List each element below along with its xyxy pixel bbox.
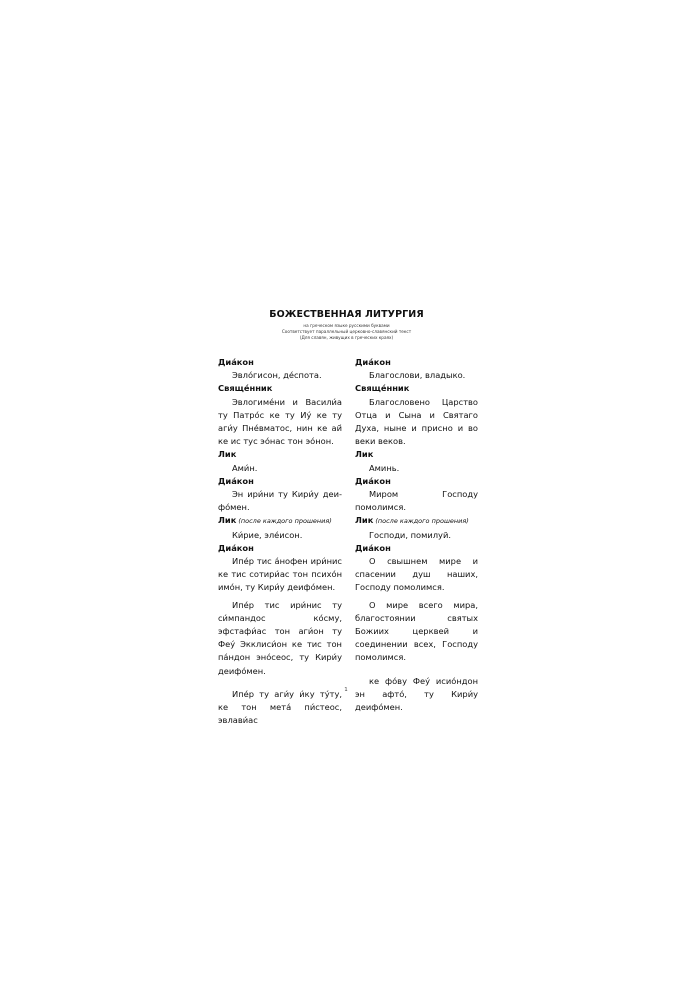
- left-text-4: Эн ири́ни ту Кири́у деи- фо́мен.: [218, 489, 342, 513]
- role-deacon: Диа́кон: [355, 542, 391, 553]
- role-deacon: Диа́кон: [218, 542, 254, 553]
- role-deacon: Диа́кон: [218, 357, 254, 367]
- left-text-6: Ипе́р тис а́нофен ири́нис ке тис сотири́ас тон психо́н имо́н, ту Кири́у деифо́мен.: [218, 556, 342, 593]
- left-block-3: [218, 448, 342, 474]
- role-deacon: Диа́кон: [355, 357, 391, 367]
- subtitle-line-3: (Для славян, живущих в греческих краях): [299, 335, 394, 340]
- left-text-5: Ки́рие, эле́исон.: [232, 529, 303, 540]
- role-note: (после каждого прошения): [238, 517, 332, 526]
- role-choir-label: Лик: [218, 515, 237, 526]
- role-priest: Свяще́нник: [218, 383, 273, 394]
- right-text-8: ке фо́ву Феу́ исио́ндон эн афто́, ту Кири́у деифо́мен.: [355, 675, 478, 713]
- left-block-2: [218, 382, 342, 448]
- right-text-3: Аминь.: [369, 462, 400, 473]
- subtitle-line-1: на греческом языке русскими буквами: [303, 323, 390, 328]
- role-choir: Лик: [218, 449, 237, 460]
- right-column-slavonic: [355, 356, 478, 714]
- right-block-4: [355, 475, 478, 515]
- left-block-1: [218, 356, 342, 382]
- right-text-2: Благословено Царство Отца и Сына и Святаго Духа, ныне и присно и во веки веков.: [355, 396, 478, 447]
- left-text-7: Ипе́р тис ири́нис ту си́мпандос ко́сму, эфстафи́ас тон аги́он ту Феу́ Экклиси́он ке тис тон па́ндон эно́сеос, ту Кири́у деифо́мен.: [218, 599, 342, 676]
- page-title: БОЖЕСТВЕННАЯ ЛИТУРГИЯ: [269, 309, 424, 320]
- left-text-3: Ами́н.: [232, 462, 258, 473]
- right-text-6: О свышнем мире и спасении душ наших, Господу помолимся.: [355, 556, 478, 593]
- right-block-3: [355, 448, 478, 474]
- right-block-2: [355, 382, 478, 448]
- role-choir-label: Лик: [355, 515, 374, 526]
- role-deacon: Диа́кон: [218, 475, 254, 486]
- right-block-1: [355, 356, 478, 382]
- left-column-transliteration: [218, 356, 342, 727]
- right-block-6: [355, 542, 478, 714]
- right-text-4: Миром Господу помолимся.: [355, 489, 478, 513]
- right-block-5: [355, 514, 478, 541]
- right-text-7: О мире всего мира, благостоянии святых Божиих церквей и соединении всех, Господу помолимся.: [355, 599, 478, 663]
- left-text-8: Ипе́р ту аги́у и́ку ту́ту, ке тон мета́ пи́стеос, эвлави́ас: [218, 688, 342, 726]
- role-priest: Свяще́нник: [355, 383, 410, 394]
- left-text-1: Эвло́гисон, де́спота.: [232, 370, 322, 381]
- right-text-1: Благослови, владыко.: [369, 370, 466, 381]
- role-choir: [355, 514, 478, 528]
- role-note: (после каждого прошения): [375, 517, 469, 526]
- left-block-6: [218, 542, 342, 728]
- page-number: 1: [344, 687, 348, 693]
- left-block-5: [218, 514, 342, 541]
- left-block-4: [218, 475, 342, 515]
- role-deacon: Диа́кон: [355, 475, 391, 486]
- role-choir: Лик: [355, 449, 374, 460]
- left-text-2: Эвлогиме́ни и Васили́а ту Патро́с ке ту Иу́ ке ту аги́у Пне́вматос, нин ке ай́ ке ис тус эо́нас тон эо́нон.: [218, 396, 342, 447]
- role-choir: [218, 514, 342, 528]
- right-text-5: Господи, помилуй.: [369, 529, 451, 540]
- subtitle-line-2: Соответствует параллельный церковно-славянский текст: [281, 329, 412, 334]
